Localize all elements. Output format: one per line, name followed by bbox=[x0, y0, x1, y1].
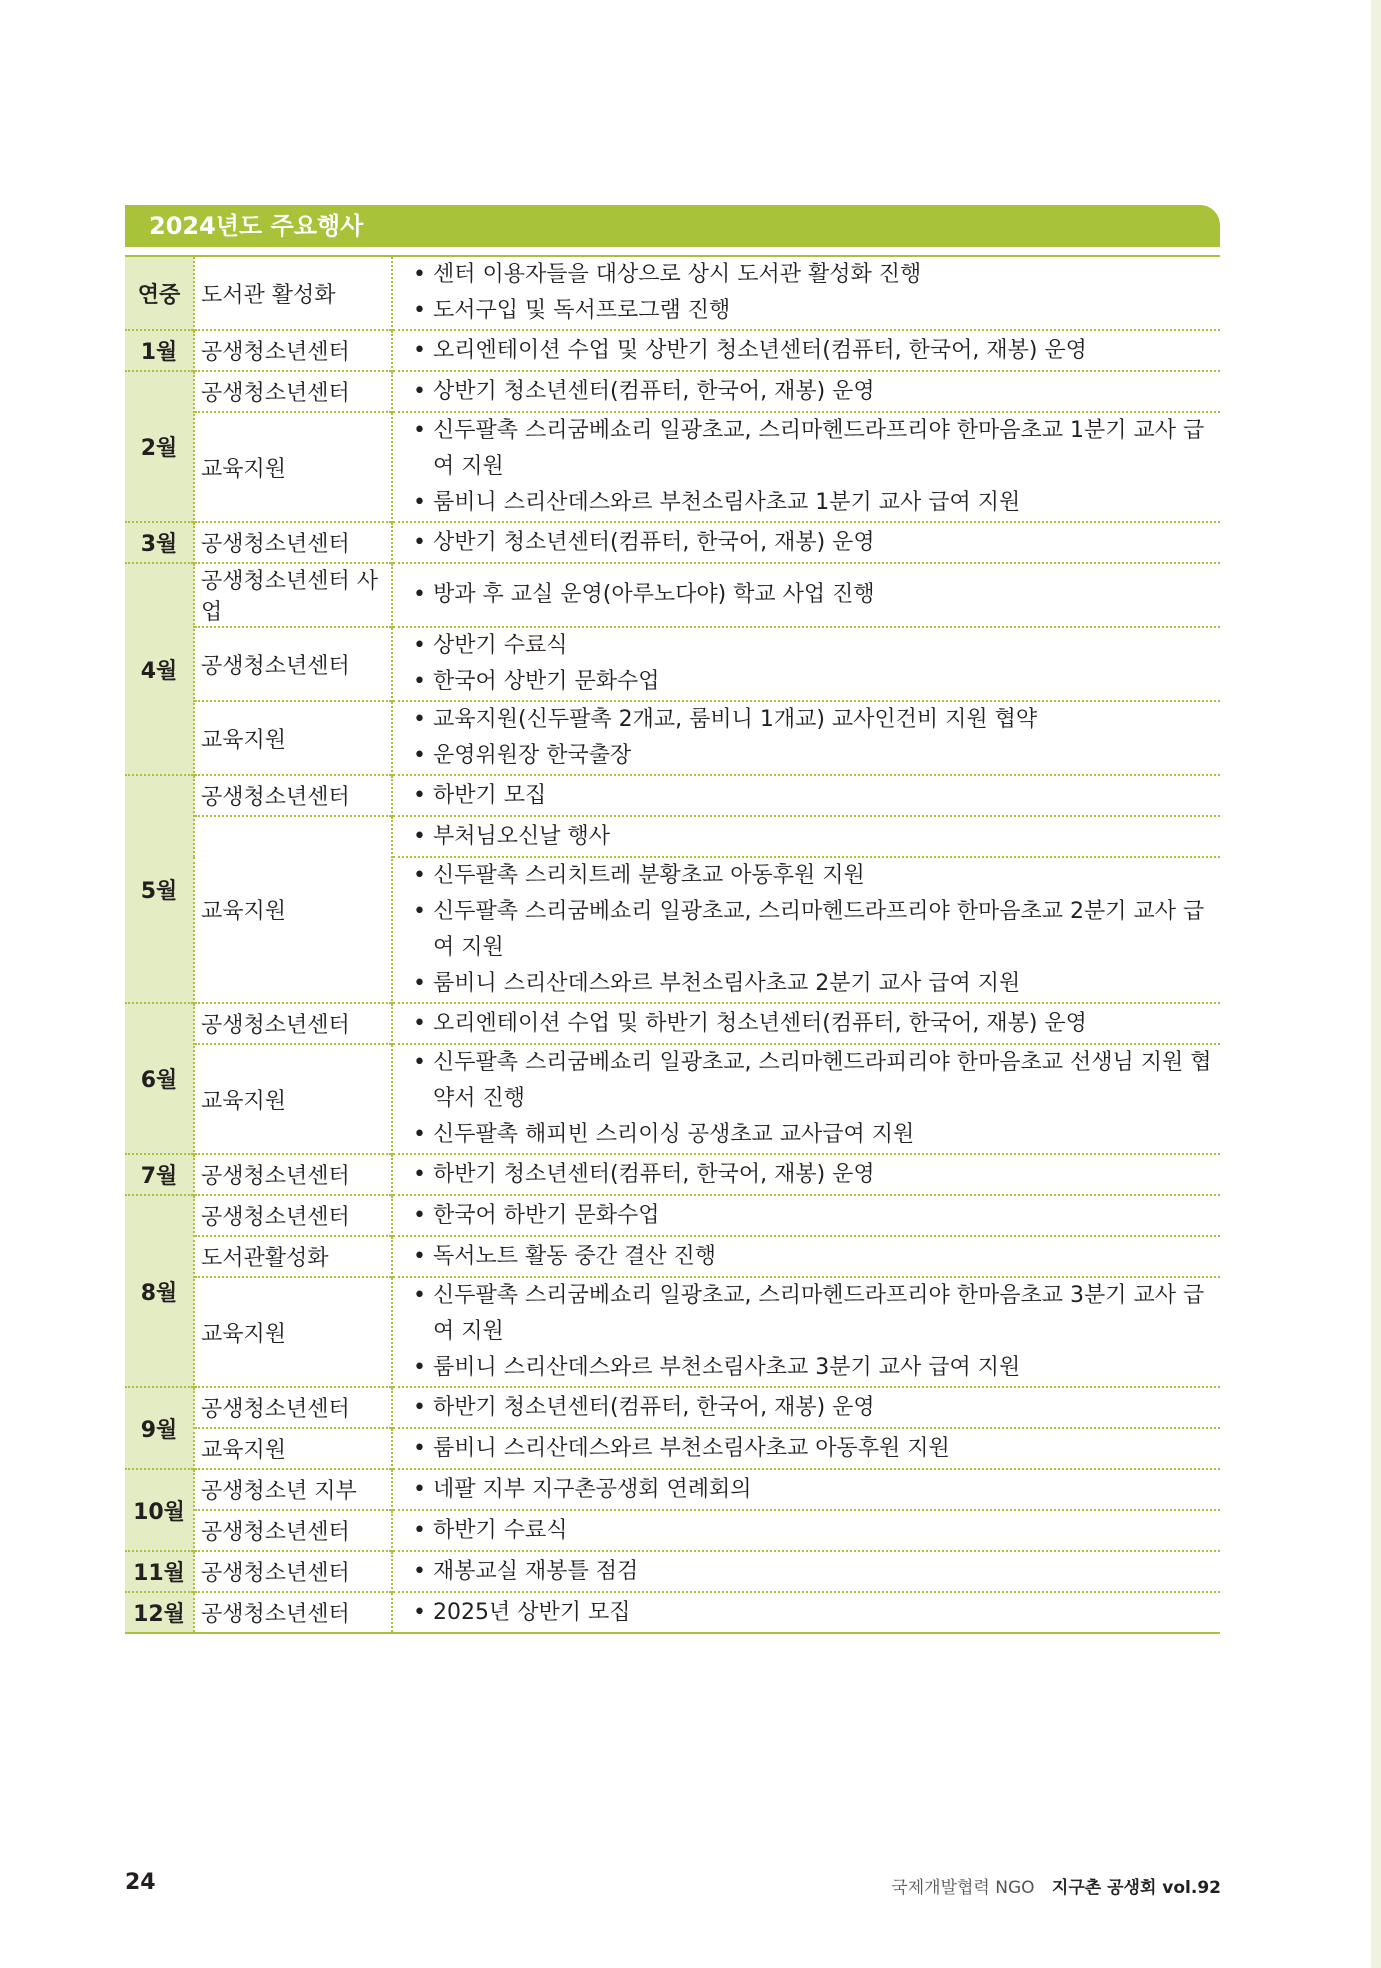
table-row bbox=[125, 1195, 1220, 1236]
activity-cell bbox=[392, 1044, 1220, 1154]
category-cell: 도서관 활성화 bbox=[194, 256, 392, 330]
activity-list bbox=[413, 374, 1220, 410]
month-cell: 11월 bbox=[125, 1551, 194, 1592]
page-edge-strip bbox=[1371, 0, 1381, 1968]
activity-list bbox=[413, 333, 1220, 369]
table-row bbox=[125, 563, 1220, 627]
activity-item: • 하반기 모집 bbox=[413, 778, 1220, 814]
activity-item: • 하반기 청소년센터(컴퓨터, 한국어, 재봉) 운영 bbox=[413, 1157, 1220, 1193]
activity-item: • 센터 이용자들을 대상으로 상시 도서관 활성화 진행 bbox=[413, 257, 1220, 293]
table-row bbox=[125, 371, 1220, 412]
month-cell: 8월 bbox=[125, 1195, 194, 1387]
table-row bbox=[125, 1510, 1220, 1551]
activity-item: • 도서구입 및 독서프로그램 진행 bbox=[413, 293, 1220, 329]
activity-cell bbox=[392, 1154, 1220, 1195]
category-cell: 교육지원 bbox=[194, 701, 392, 775]
table-row bbox=[125, 1277, 1220, 1387]
activity-item: • 신두팔촉 스리굼베쇼리 일광초교, 스리마헨드라프리야 한마음초교 3분기 교사 급여 지원 bbox=[413, 1278, 1220, 1350]
activity-list bbox=[413, 1006, 1220, 1042]
activity-item: • 한국어 하반기 문화수업 bbox=[413, 1198, 1220, 1234]
activity-list bbox=[413, 1595, 1220, 1631]
month-cell: 12월 bbox=[125, 1592, 194, 1633]
activity-cell bbox=[392, 412, 1220, 522]
activity-cell bbox=[392, 1551, 1220, 1592]
activity-item: • 상반기 청소년센터(컴퓨터, 한국어, 재봉) 운영 bbox=[413, 374, 1220, 410]
activity-cell bbox=[392, 701, 1220, 775]
activity-item: • 신두팔촉 스리치트레 분황초교 아동후원 지원 bbox=[413, 858, 1220, 894]
month-cell: 9월 bbox=[125, 1387, 194, 1469]
activity-item: • 하반기 수료식 bbox=[413, 1513, 1220, 1549]
activity-cell bbox=[392, 563, 1220, 627]
activity-cell bbox=[392, 816, 1220, 857]
table-row bbox=[125, 1044, 1220, 1154]
table-row bbox=[125, 412, 1220, 522]
schedule-table bbox=[125, 255, 1220, 1634]
activity-list bbox=[413, 1390, 1220, 1426]
activity-cell bbox=[392, 371, 1220, 412]
category-cell: 공생청소년센터 bbox=[194, 1551, 392, 1592]
footer-org: 국제개발협력 NGO bbox=[891, 1878, 1035, 1898]
page-number: 24 bbox=[125, 1870, 156, 1895]
category-cell: 교육지원 bbox=[194, 412, 392, 522]
activity-item: • 하반기 청소년센터(컴퓨터, 한국어, 재봉) 운영 bbox=[413, 1390, 1220, 1426]
table-row bbox=[125, 522, 1220, 563]
category-cell: 공생청소년센터 bbox=[194, 522, 392, 563]
activity-list bbox=[413, 525, 1220, 561]
activity-item: • 독서노트 활동 중간 결산 진행 bbox=[413, 1239, 1220, 1275]
activity-item: • 룸비니 스리산데스와르 부천소림사초교 2분기 교사 급여 지원 bbox=[413, 966, 1220, 1002]
activity-item: • 부처님오신날 행사 bbox=[413, 819, 1220, 855]
activity-cell bbox=[392, 1469, 1220, 1510]
activity-cell bbox=[392, 627, 1220, 701]
activity-cell bbox=[392, 330, 1220, 371]
category-cell: 공생청소년센터 bbox=[194, 1387, 392, 1428]
table-row bbox=[125, 1003, 1220, 1044]
activity-item: • 룸비니 스리산데스와르 부천소림사초교 1분기 교사 급여 지원 bbox=[413, 485, 1220, 521]
activity-item: • 상반기 수료식 bbox=[413, 628, 1220, 664]
activity-item: • 상반기 청소년센터(컴퓨터, 한국어, 재봉) 운영 bbox=[413, 525, 1220, 561]
activity-item: • 교육지원(신두팔촉 2개교, 룸비니 1개교) 교사인건비 지원 협약 bbox=[413, 702, 1220, 738]
table-row bbox=[125, 1469, 1220, 1510]
table-row bbox=[125, 1592, 1220, 1633]
activity-list bbox=[413, 413, 1220, 521]
activity-cell bbox=[392, 1236, 1220, 1277]
month-cell: 6월 bbox=[125, 1003, 194, 1154]
month-cell: 1월 bbox=[125, 330, 194, 371]
category-cell: 도서관활성화 bbox=[194, 1236, 392, 1277]
category-cell: 교육지원 bbox=[194, 1428, 392, 1469]
table-row bbox=[125, 330, 1220, 371]
activity-cell bbox=[392, 1003, 1220, 1044]
category-cell: 공생청소년센터 bbox=[194, 1592, 392, 1633]
table-row bbox=[125, 1236, 1220, 1277]
activity-item: • 2025년 상반기 모집 bbox=[413, 1595, 1220, 1631]
category-cell: 공생청소년센터 bbox=[194, 330, 392, 371]
month-cell: 연중 bbox=[125, 256, 194, 330]
activity-cell bbox=[392, 1387, 1220, 1428]
activity-list bbox=[413, 1554, 1220, 1590]
activity-list bbox=[413, 1431, 1220, 1467]
activity-list bbox=[413, 1278, 1220, 1386]
month-cell: 4월 bbox=[125, 563, 194, 775]
activity-list bbox=[413, 819, 1220, 855]
activity-cell bbox=[392, 775, 1220, 816]
footer-publication bbox=[891, 1873, 1221, 1898]
table-row bbox=[125, 816, 1220, 857]
category-cell: 공생청소년센터 bbox=[194, 371, 392, 412]
activity-item: • 네팔 지부 지구촌공생회 연례회의 bbox=[413, 1472, 1220, 1508]
category-cell: 공생청소년센터 bbox=[194, 1195, 392, 1236]
category-cell: 공생청소년센터 bbox=[194, 1154, 392, 1195]
activity-cell bbox=[392, 1277, 1220, 1387]
activity-list bbox=[413, 702, 1220, 774]
activity-list bbox=[413, 778, 1220, 814]
activity-item: • 신두팔촉 스리굼베쇼리 일광초교, 스리마헨드라프리야 한마음초교 1분기 교사 급여 지원 bbox=[413, 413, 1220, 485]
activity-list bbox=[413, 1239, 1220, 1275]
month-cell: 3월 bbox=[125, 522, 194, 563]
month-cell: 5월 bbox=[125, 775, 194, 1003]
activity-item: • 방과 후 교실 운영(아루노다야) 학교 사업 진행 bbox=[413, 577, 1220, 613]
table-row bbox=[125, 1387, 1220, 1428]
table-row bbox=[125, 256, 1220, 330]
table-row bbox=[125, 701, 1220, 775]
category-cell: 교육지원 bbox=[194, 816, 392, 1003]
activity-list bbox=[413, 628, 1220, 700]
activity-list bbox=[413, 858, 1220, 1002]
activity-cell bbox=[392, 522, 1220, 563]
schedule-body bbox=[125, 256, 1220, 1633]
category-cell: 공생청소년센터 bbox=[194, 1510, 392, 1551]
activity-cell bbox=[392, 1428, 1220, 1469]
activity-item: • 한국어 상반기 문화수업 bbox=[413, 664, 1220, 700]
category-cell: 공생청소년센터 bbox=[194, 775, 392, 816]
table-row bbox=[125, 1428, 1220, 1469]
activity-item: • 신두팔촉 스리굼베쇼리 일광초교, 스리마헨드라프리야 한마음초교 2분기 교사 급여 지원 bbox=[413, 894, 1220, 966]
activity-cell bbox=[392, 1510, 1220, 1551]
activity-cell bbox=[392, 1195, 1220, 1236]
table-row bbox=[125, 627, 1220, 701]
activity-list bbox=[413, 257, 1220, 329]
activity-cell bbox=[392, 1592, 1220, 1633]
activity-item: • 오리엔테이션 수업 및 상반기 청소년센터(컴퓨터, 한국어, 재봉) 운영 bbox=[413, 333, 1220, 369]
activity-list bbox=[413, 1513, 1220, 1549]
table-row bbox=[125, 1154, 1220, 1195]
activity-list bbox=[413, 1198, 1220, 1234]
activity-list bbox=[413, 1472, 1220, 1508]
category-cell: 교육지원 bbox=[194, 1277, 392, 1387]
category-cell: 공생청소년 지부 bbox=[194, 1469, 392, 1510]
activity-item: • 오리엔테이션 수업 및 하반기 청소년센터(컴퓨터, 한국어, 재봉) 운영 bbox=[413, 1006, 1220, 1042]
month-cell: 10월 bbox=[125, 1469, 194, 1551]
activity-list bbox=[413, 577, 1220, 613]
activity-item: • 룸비니 스리산데스와르 부천소림사초교 3분기 교사 급여 지원 bbox=[413, 1350, 1220, 1386]
activity-list bbox=[413, 1045, 1220, 1153]
activity-item: • 재봉교실 재봉틀 점검 bbox=[413, 1554, 1220, 1590]
activity-item: • 룸비니 스리산데스와르 부천소림사초교 아동후원 지원 bbox=[413, 1431, 1220, 1467]
activity-item: • 운영위원장 한국출장 bbox=[413, 738, 1220, 774]
footer-magazine: 지구촌 공생회 vol.92 bbox=[1051, 1878, 1221, 1898]
activity-item: • 신두팔촉 해피빈 스리이싱 공생초교 교사급여 지원 bbox=[413, 1117, 1220, 1153]
month-cell: 2월 bbox=[125, 371, 194, 522]
activity-cell bbox=[392, 256, 1220, 330]
month-cell: 7월 bbox=[125, 1154, 194, 1195]
table-row bbox=[125, 775, 1220, 816]
category-cell: 공생청소년센터 bbox=[194, 627, 392, 701]
category-cell: 공생청소년센터 bbox=[194, 1003, 392, 1044]
section-title: 2024년도 주요행사 bbox=[125, 205, 1220, 247]
table-row bbox=[125, 1551, 1220, 1592]
activity-cell bbox=[392, 857, 1220, 1003]
category-cell: 교육지원 bbox=[194, 1044, 392, 1154]
activity-list bbox=[413, 1157, 1220, 1193]
activity-item: • 신두팔촉 스리굼베쇼리 일광초교, 스리마헨드라피리야 한마음초교 선생님 지원 협약서 진행 bbox=[413, 1045, 1220, 1117]
category-cell: 공생청소년센터 사업 bbox=[194, 563, 392, 627]
